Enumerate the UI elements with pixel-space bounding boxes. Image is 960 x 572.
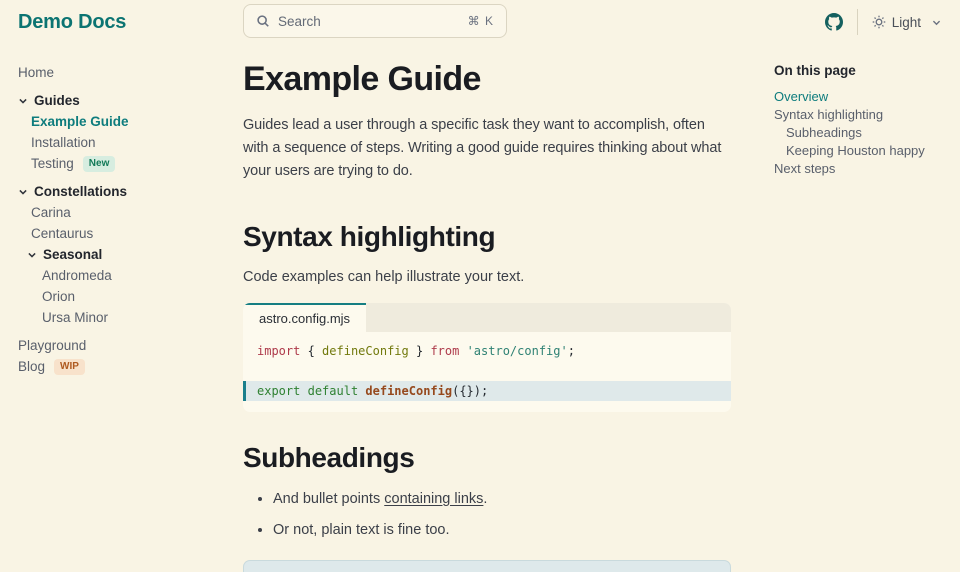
intro-paragraph: Guides lead a user through a specific task they want to accomplish, often with a sequence of steps. Writing a good guide requires thinking about what your users are trying to do.: [243, 117, 722, 179]
search-placeholder: Search: [278, 13, 321, 29]
search-shortcut: ⌘ K: [467, 14, 494, 28]
toc-list: [774, 88, 950, 178]
header-divider: [857, 9, 858, 35]
theme-select[interactable]: [872, 15, 942, 30]
chevron-down-icon: [18, 187, 28, 197]
sidebar-item-label: Guides: [34, 93, 80, 108]
sidebar-badge-wip: WIP: [54, 359, 85, 375]
sidebar-item-label: Carina: [31, 205, 71, 220]
sidebar-item-carina[interactable]: [18, 202, 220, 223]
magnifier-icon: [256, 14, 270, 28]
sidebar-item-centaurus[interactable]: [18, 223, 220, 244]
sidebar-item-home[interactable]: [18, 62, 220, 83]
sidebar-item-label: Seasonal: [43, 247, 103, 262]
toc-rail: [774, 44, 950, 178]
sidebar-item-installation[interactable]: [18, 132, 220, 153]
code-line-2: [243, 361, 731, 381]
sidebar-group-constellations[interactable]: [18, 181, 220, 202]
sidebar-badge-new: New: [83, 156, 116, 172]
sidebar-item-andromeda[interactable]: [18, 265, 220, 286]
github-icon: [825, 13, 843, 31]
sidebar-item-label: Centaurus: [31, 226, 94, 241]
sidebar-group-guides[interactable]: [18, 90, 220, 111]
github-link[interactable]: [825, 13, 843, 31]
syntax-section-body: Code examples can help illustrate your text.: [243, 268, 525, 285]
sidebar-item-playground[interactable]: [18, 335, 220, 356]
site-logo[interactable]: Demo Docs: [18, 10, 127, 33]
sidebar-item-label: Home: [18, 65, 55, 80]
sidebar-item-label: Example Guide: [31, 114, 129, 129]
sidebar-item-label: Blog: [18, 359, 46, 374]
theme-selected-label: Light: [891, 14, 921, 30]
main-content: [243, 44, 731, 572]
heading-subheadings: Subheadings: [243, 441, 415, 473]
header-actions: [825, 9, 942, 35]
sidebar-group-seasonal[interactable]: [18, 244, 220, 265]
chevron-down-icon: [27, 250, 37, 260]
sidebar-item-label: Playground: [18, 338, 87, 353]
sidebar-item-ursa-minor[interactable]: [18, 307, 220, 328]
sidebar-item-label: Testing: [31, 156, 74, 171]
sidebar-item-label: Installation: [31, 135, 96, 150]
inline-link[interactable]: containing links: [384, 490, 484, 507]
chevron-down-icon: [931, 17, 942, 28]
toc-title: On this page: [774, 63, 856, 78]
sidebar-item-testing[interactable]: [18, 153, 220, 174]
page-title: Example Guide: [243, 60, 481, 98]
code-line-1: import { defineConfig } from 'astro/config';: [257, 343, 575, 358]
chevron-down-icon: [18, 96, 28, 106]
bullet-item-2: • Or not, plain text is fine too.: [273, 519, 731, 541]
bullet-list: [243, 488, 731, 542]
sidebar-item-label: Constellations: [34, 184, 128, 199]
bullet-item-1: • And bullet points containing links.: [273, 488, 731, 510]
code-tab-astro-config[interactable]: astro.config.mjs: [243, 303, 366, 332]
code-line-3: export default defineConfig({});: [243, 381, 731, 401]
sidebar-item-label: Orion: [42, 289, 76, 304]
toc-item-next-steps[interactable]: Next steps: [774, 161, 836, 176]
sidebar-item-example-guide[interactable]: [18, 111, 220, 132]
code-block: [243, 303, 731, 412]
toc-item-syntax-highlighting[interactable]: Syntax highlighting: [774, 107, 884, 122]
sidebar-nav: [0, 44, 230, 377]
toc-item-subheadings[interactable]: Subheadings: [786, 125, 862, 140]
aside-box-partial: [243, 560, 731, 572]
sidebar-item-label: Andromeda: [42, 268, 112, 283]
sidebar-item-label: Ursa Minor: [42, 310, 109, 325]
sidebar-item-orion[interactable]: [18, 286, 220, 307]
search-input[interactable]: [243, 4, 507, 38]
sun-icon: [872, 15, 886, 29]
sidebar-item-blog[interactable]: [18, 356, 220, 377]
code-body: [243, 332, 731, 412]
toc-item-keeping-houston-happy[interactable]: Keeping Houston happy: [786, 143, 925, 158]
toc-item-overview[interactable]: Overview: [774, 89, 829, 104]
code-tab-bar: [243, 303, 731, 332]
site-header: [0, 0, 960, 44]
heading-syntax-highlighting: Syntax highlighting: [243, 220, 496, 252]
